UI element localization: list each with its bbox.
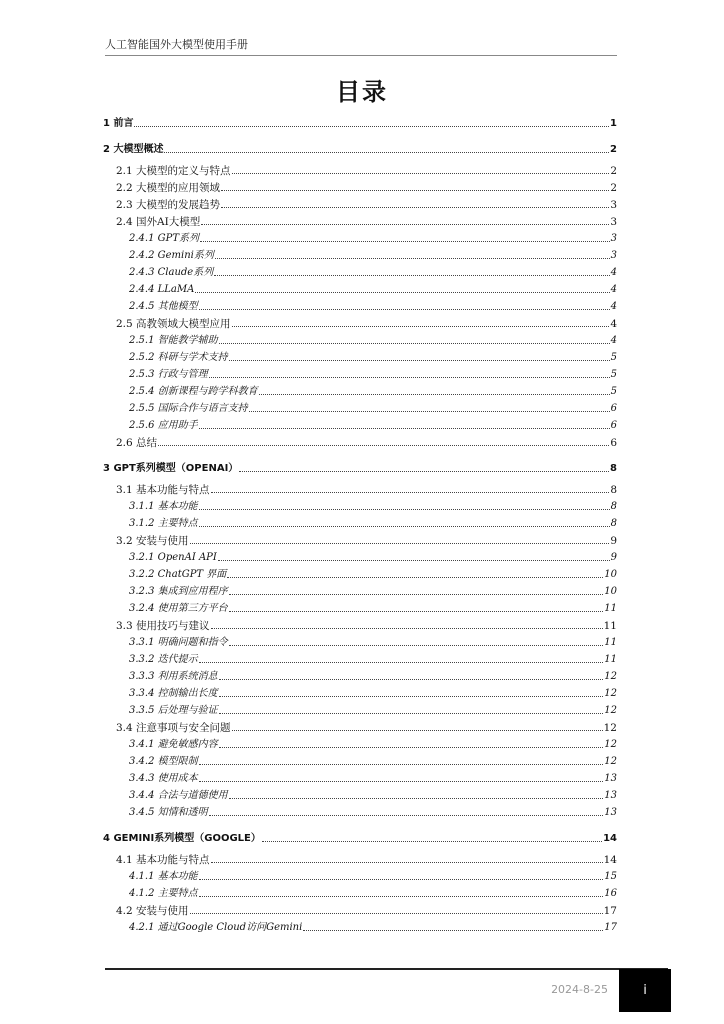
toc-entry-number: 3.3.2 <box>129 654 155 665</box>
dot-leader <box>200 241 610 242</box>
toc-entry-number: 4 <box>103 833 110 844</box>
toc-entry-title <box>129 351 228 365</box>
toc-entry-page: 3 <box>610 199 617 211</box>
toc-entry-label: 使用成本 <box>157 773 198 784</box>
toc-entry-title <box>116 853 210 867</box>
toc-entry[interactable] <box>103 365 617 382</box>
dot-leader <box>199 309 610 310</box>
toc-entry-number: 2.4.2 <box>129 250 155 261</box>
toc-entry[interactable] <box>103 867 617 884</box>
toc-entry[interactable] <box>103 769 617 786</box>
toc-entry-title <box>116 215 200 229</box>
toc-entry-title <box>103 117 133 131</box>
toc-entry-number: 2.4.4 <box>129 284 155 295</box>
toc-entry-title <box>129 806 208 820</box>
dot-leader <box>219 343 610 344</box>
toc-entry[interactable] <box>103 786 617 803</box>
dot-leader <box>211 492 610 493</box>
dot-leader <box>209 377 610 378</box>
toc-entry-label: 主要特点 <box>157 518 198 529</box>
toc-entry-page: 4 <box>610 318 617 330</box>
toc-entry-number: 4.1.1 <box>129 871 155 882</box>
toc-entry-title <box>129 551 217 565</box>
dot-leader <box>199 764 604 765</box>
dot-leader <box>219 713 604 714</box>
toc-entry-label: 合法与道德使用 <box>157 790 228 801</box>
toc-entry-label: 注意事项与安全问题 <box>136 722 231 734</box>
toc-entry[interactable] <box>103 850 617 867</box>
toc-entry-number: 3.3 <box>116 620 133 632</box>
toc-entry-label: 国际合作与语言支持 <box>157 403 248 414</box>
toc-entry-number: 3.3.3 <box>129 671 155 682</box>
toc-entry-number: 2.2 <box>116 182 133 194</box>
toc-entry-label: 知情和透明 <box>157 807 208 818</box>
toc-entry[interactable] <box>103 416 617 433</box>
toc-entry[interactable] <box>103 459 617 476</box>
toc-entry-page: 11 <box>603 620 617 632</box>
toc-entry-page: 4 <box>610 284 617 295</box>
toc-entry-page: 4 <box>610 301 617 312</box>
toc-entry-label: 大模型的应用领域 <box>136 182 221 194</box>
toc-entry[interactable] <box>103 918 617 935</box>
toc-entry-page: 2 <box>610 144 617 155</box>
dot-leader <box>227 577 603 578</box>
dot-leader <box>209 815 604 816</box>
toc-entry-number: 2.5.1 <box>129 335 155 346</box>
toc-entry-title <box>129 300 198 314</box>
toc-entry-title <box>129 636 228 650</box>
toc-entry-number: 3.3.4 <box>129 688 155 699</box>
toc-entry-page: 6 <box>610 437 617 449</box>
toc-entry-title <box>129 789 228 803</box>
toc-entry[interactable] <box>103 531 617 548</box>
toc-entry-page: 15 <box>604 871 617 882</box>
toc-entry-page: 6 <box>610 420 617 431</box>
toc-entry-title <box>116 436 157 450</box>
toc-entry[interactable] <box>103 348 617 365</box>
toc-entry-title <box>129 385 258 399</box>
toc-entry[interactable] <box>103 599 617 616</box>
dot-leader <box>232 326 610 327</box>
toc-entry-page: 12 <box>604 671 617 682</box>
toc-entry-page: 3 <box>610 250 617 261</box>
dot-leader <box>219 696 604 697</box>
toc-entry-title <box>116 904 189 918</box>
toc-entry[interactable] <box>103 331 617 348</box>
toc-entry-number: 2.5.6 <box>129 420 155 431</box>
toc-entry-title <box>116 619 210 633</box>
toc-entry-page: 13 <box>604 773 617 784</box>
toc-entry-page: 9 <box>610 535 617 547</box>
dot-leader <box>158 445 609 446</box>
toc-entry-page: 3 <box>610 216 617 228</box>
toc-entry-page: 2 <box>610 182 617 194</box>
dot-leader <box>249 411 610 412</box>
toc-entry-label: 国外AI大模型 <box>136 216 201 228</box>
toc-entry-title <box>129 500 198 514</box>
toc-entry-title <box>129 870 198 884</box>
toc-entry-page: 11 <box>604 637 617 648</box>
toc-entry-title <box>129 266 213 280</box>
toc-entry-page: 8 <box>610 518 617 529</box>
toc-entry-label: 使用技巧与建议 <box>136 620 210 632</box>
toc-entry-title <box>129 368 208 382</box>
dot-leader <box>221 190 609 191</box>
toc-entry[interactable] <box>103 616 617 633</box>
toc-entry-title <box>129 249 214 263</box>
toc-entry-title <box>129 887 198 901</box>
toc-entry[interactable] <box>103 829 617 846</box>
toc-entry-page: 9 <box>610 552 617 563</box>
toc-entry-number: 3.4.1 <box>129 739 155 750</box>
toc-entry-title <box>129 755 198 769</box>
toc-entry-label: OpenAI API <box>157 552 217 563</box>
toc-entry-page: 8 <box>610 501 617 512</box>
toc-entry[interactable] <box>103 480 617 497</box>
toc-entry-label: ChatGPT 界面 <box>157 569 227 580</box>
toc-entry-title <box>129 419 198 433</box>
toc-entry-number: 3.1.2 <box>129 518 155 529</box>
toc-entry-number: 3.1 <box>116 484 133 496</box>
dot-leader <box>259 394 610 395</box>
toc-entry[interactable] <box>103 161 617 178</box>
toc-entry[interactable] <box>103 246 617 263</box>
toc-entry-number: 4.2.1 <box>129 922 155 933</box>
toc-entry[interactable] <box>103 229 617 246</box>
footer-rule <box>105 968 668 970</box>
toc-entry[interactable] <box>103 314 617 331</box>
table-of-contents <box>103 114 617 935</box>
toc-entry-number: 2.4 <box>116 216 133 228</box>
toc-entry-title <box>129 402 248 416</box>
toc-entry[interactable] <box>103 633 617 650</box>
toc-entry-label: 基本功能与特点 <box>136 484 210 496</box>
toc-entry-number: 4.2 <box>116 905 133 917</box>
toc-entry-title <box>116 181 220 195</box>
toc-entry-label: 迭代提示 <box>157 654 198 665</box>
dot-leader <box>219 679 604 680</box>
toc-entry[interactable] <box>103 195 617 212</box>
toc-entry-number: 2.5.4 <box>129 386 155 397</box>
toc-entry-number: 2.5 <box>116 318 133 330</box>
toc-entry-title <box>103 832 261 846</box>
toc-entry-label: 大模型的定义与特点 <box>136 165 231 177</box>
toc-entry-label: 创新课程与跨学科教育 <box>157 386 258 397</box>
toc-entry-title <box>129 334 218 348</box>
toc-entry[interactable] <box>103 433 617 450</box>
toc-entry-page: 16 <box>604 888 617 899</box>
toc-entry-page: 2 <box>610 165 617 177</box>
toc-entry-page: 5 <box>610 369 617 380</box>
toc-entry[interactable] <box>103 735 617 752</box>
toc-entry-title <box>129 517 198 531</box>
toc-entry-label: 智能教学辅助 <box>157 335 218 346</box>
toc-entry-title <box>129 232 199 246</box>
toc-entry-label: 后处理与验证 <box>157 705 218 716</box>
toc-entry-title <box>116 198 220 212</box>
toc-entry-page: 11 <box>604 654 617 665</box>
dot-leader <box>229 594 604 595</box>
toc-entry-number: 2.4.5 <box>129 301 155 312</box>
toc-entry-number: 3.4.5 <box>129 807 155 818</box>
toc-entry-number: 3.4.2 <box>129 756 155 767</box>
dot-leader <box>190 913 603 914</box>
toc-entry[interactable] <box>103 140 617 157</box>
toc-entry-number: 3.3.5 <box>129 705 155 716</box>
toc-entry-title <box>116 534 189 548</box>
toc-entry[interactable] <box>103 650 617 667</box>
toc-entry-title <box>129 602 228 616</box>
toc-entry[interactable] <box>103 803 617 820</box>
toc-entry[interactable] <box>103 497 617 514</box>
toc-entry-title <box>129 921 302 935</box>
toc-entry-number: 2.6 <box>116 437 133 449</box>
toc-entry-title <box>129 670 218 684</box>
toc-entry-label: GPT系列 <box>157 233 200 244</box>
dot-leader <box>214 275 609 276</box>
dot-leader <box>229 645 604 646</box>
toc-entry-label: 使用第三方平台 <box>157 603 228 614</box>
toc-entry[interactable] <box>103 263 617 280</box>
toc-entry-label: 明确问题和指令 <box>157 637 228 648</box>
toc-entry-page: 4 <box>610 335 617 346</box>
toc-entry-number: 2 <box>103 144 110 155</box>
toc-entry-page: 12 <box>604 705 617 716</box>
toc-entry[interactable] <box>103 178 617 195</box>
dot-leader <box>218 560 610 561</box>
toc-entry-number: 1 <box>103 118 110 129</box>
toc-entry-title <box>103 143 163 157</box>
toc-entry-label: 控制输出长度 <box>157 688 218 699</box>
toc-entry-page: 10 <box>604 586 617 597</box>
toc-entry-number: 2.1 <box>116 165 133 177</box>
toc-entry-number: 2.3 <box>116 199 133 211</box>
toc-entry-label: 大模型概述 <box>113 144 164 155</box>
toc-entry-number: 2.5.3 <box>129 369 155 380</box>
toc-entry[interactable] <box>103 701 617 718</box>
toc-entry-label: Claude系列 <box>157 267 214 278</box>
toc-entry-number: 3.4.4 <box>129 790 155 801</box>
toc-entry-page: 11 <box>604 603 617 614</box>
dot-leader <box>199 509 610 510</box>
toc-entry-page: 5 <box>610 352 617 363</box>
dot-leader <box>199 879 604 880</box>
toc-entry-title <box>116 721 231 735</box>
toc-entry-number: 3.4 <box>116 722 133 734</box>
toc-entry-number: 3.1.1 <box>129 501 155 512</box>
toc-entry-label: 行政与管理 <box>157 369 208 380</box>
dot-leader <box>164 152 609 153</box>
toc-entry-number: 2.4.1 <box>129 233 155 244</box>
toc-entry-page: 4 <box>610 267 617 278</box>
dot-leader <box>211 862 603 863</box>
toc-entry-label: 科研与学术支持 <box>157 352 228 363</box>
toc-entry-page: 17 <box>603 905 617 917</box>
toc-entry[interactable] <box>103 667 617 684</box>
toc-entry-title <box>116 483 210 497</box>
dot-leader <box>303 930 603 931</box>
toc-entry-label: 其他模型 <box>157 301 198 312</box>
toc-entry-label: 模型限制 <box>157 756 198 767</box>
toc-entry-number: 3.2.3 <box>129 586 155 597</box>
toc-entry-page: 14 <box>603 833 617 844</box>
running-header: 人工智能国外大模型使用手册 <box>105 36 617 56</box>
dot-leader <box>199 428 610 429</box>
toc-entry-label: GEMINI系列模型（GOOGLE） <box>113 833 261 844</box>
dot-leader <box>190 543 610 544</box>
dot-leader <box>211 628 603 629</box>
toc-entry-number: 3.2.2 <box>129 569 155 580</box>
dot-leader <box>199 662 604 663</box>
toc-entry-page: 6 <box>610 403 617 414</box>
toc-entry-number: 3.2.1 <box>129 552 155 563</box>
toc-entry-number: 4.1 <box>116 854 133 866</box>
toc-entry-title <box>129 653 198 667</box>
toc-entry-label: 应用助手 <box>157 420 198 431</box>
toc-entry-page: 12 <box>603 722 617 734</box>
dot-leader <box>199 526 610 527</box>
toc-entry[interactable] <box>103 399 617 416</box>
dot-leader <box>232 173 610 174</box>
toc-entry-label: 高教领域大模型应用 <box>136 318 231 330</box>
dot-leader <box>199 896 604 897</box>
toc-entry-title <box>103 462 238 476</box>
toc-entry[interactable] <box>103 212 617 229</box>
toc-entry-label: GPT系列模型（OPENAI） <box>113 463 239 474</box>
toc-entry-title <box>129 738 218 752</box>
toc-entry-label: 前言 <box>113 118 134 129</box>
toc-entry-label: 通过Google Cloud访问Gemini <box>157 922 303 933</box>
toc-entry[interactable] <box>103 280 617 297</box>
toc-entry-label: 基本功能与特点 <box>136 854 210 866</box>
toc-entry[interactable] <box>103 514 617 531</box>
toc-entry-label: 基本功能 <box>157 871 198 882</box>
toc-entry-number: 2.4.3 <box>129 267 155 278</box>
toc-entry-label: 基本功能 <box>157 501 198 512</box>
footer-page-number: i <box>619 969 671 1012</box>
dot-leader <box>195 292 609 293</box>
toc-entry-label: LLaMA <box>157 284 195 295</box>
toc-entry-title <box>129 568 226 582</box>
toc-entry[interactable] <box>103 565 617 582</box>
toc-entry-label: Gemini系列 <box>157 250 214 261</box>
toc-entry-number: 4.1.2 <box>129 888 155 899</box>
dot-leader <box>201 224 609 225</box>
toc-entry-number: 3.2 <box>116 535 133 547</box>
toc-entry[interactable] <box>103 114 617 131</box>
toc-entry-page: 3 <box>610 233 617 244</box>
toc-entry[interactable] <box>103 901 617 918</box>
toc-entry[interactable] <box>103 297 617 314</box>
toc-entry-number: 2.5.5 <box>129 403 155 414</box>
toc-entry[interactable] <box>103 884 617 901</box>
toc-entry-page: 12 <box>604 756 617 767</box>
toc-entry-number: 3.3.1 <box>129 637 155 648</box>
dot-leader <box>219 747 604 748</box>
toc-entry-page: 13 <box>604 807 617 818</box>
toc-entry-title <box>129 585 228 599</box>
toc-title: 目录 <box>336 78 388 106</box>
toc-entry-title <box>116 164 231 178</box>
toc-entry-title <box>129 687 218 701</box>
toc-entry-page: 8 <box>610 484 617 496</box>
toc-entry-page: 12 <box>604 739 617 750</box>
toc-entry-title <box>129 283 194 297</box>
dot-leader <box>232 730 603 731</box>
toc-entry[interactable] <box>103 718 617 735</box>
toc-entry-number: 2.5.2 <box>129 352 155 363</box>
toc-entry-page: 5 <box>610 386 617 397</box>
toc-entry-label: 大模型的发展趋势 <box>136 199 221 211</box>
dot-leader <box>229 360 610 361</box>
dot-leader <box>215 258 610 259</box>
dot-leader <box>239 471 609 472</box>
toc-entry[interactable] <box>103 752 617 769</box>
toc-entry-label: 利用系统消息 <box>157 671 218 682</box>
toc-entry-number: 3.4.3 <box>129 773 155 784</box>
toc-entry-page: 13 <box>604 790 617 801</box>
toc-entry-title <box>116 317 231 331</box>
toc-entry-label: 总结 <box>136 437 158 449</box>
toc-entry-page: 12 <box>604 688 617 699</box>
footer-date: 2024-8-25 <box>551 983 608 996</box>
dot-leader <box>229 798 604 799</box>
toc-entry-number: 3 <box>103 463 110 474</box>
toc-entry-page: 1 <box>610 118 617 129</box>
toc-entry-label: 避免敏感内容 <box>157 739 218 750</box>
toc-entry-page: 17 <box>604 922 617 933</box>
dot-leader <box>199 781 604 782</box>
toc-entry-page: 10 <box>604 569 617 580</box>
dot-leader <box>134 126 609 127</box>
toc-entry-title <box>129 772 198 786</box>
dot-leader <box>229 611 604 612</box>
toc-entry-page: 8 <box>610 463 617 474</box>
toc-entry-number: 3.2.4 <box>129 603 155 614</box>
toc-entry-title <box>129 704 218 718</box>
toc-entry-label: 主要特点 <box>157 888 198 899</box>
toc-entry[interactable] <box>103 548 617 565</box>
toc-entry[interactable] <box>103 684 617 701</box>
toc-entry-label: 集成到应用程序 <box>157 586 228 597</box>
toc-entry-page: 14 <box>603 854 617 866</box>
toc-entry[interactable] <box>103 582 617 599</box>
toc-entry-label: 安装与使用 <box>136 535 189 547</box>
dot-leader <box>262 841 602 842</box>
dot-leader <box>221 207 609 208</box>
toc-entry[interactable] <box>103 382 617 399</box>
toc-entry-label: 安装与使用 <box>136 905 189 917</box>
